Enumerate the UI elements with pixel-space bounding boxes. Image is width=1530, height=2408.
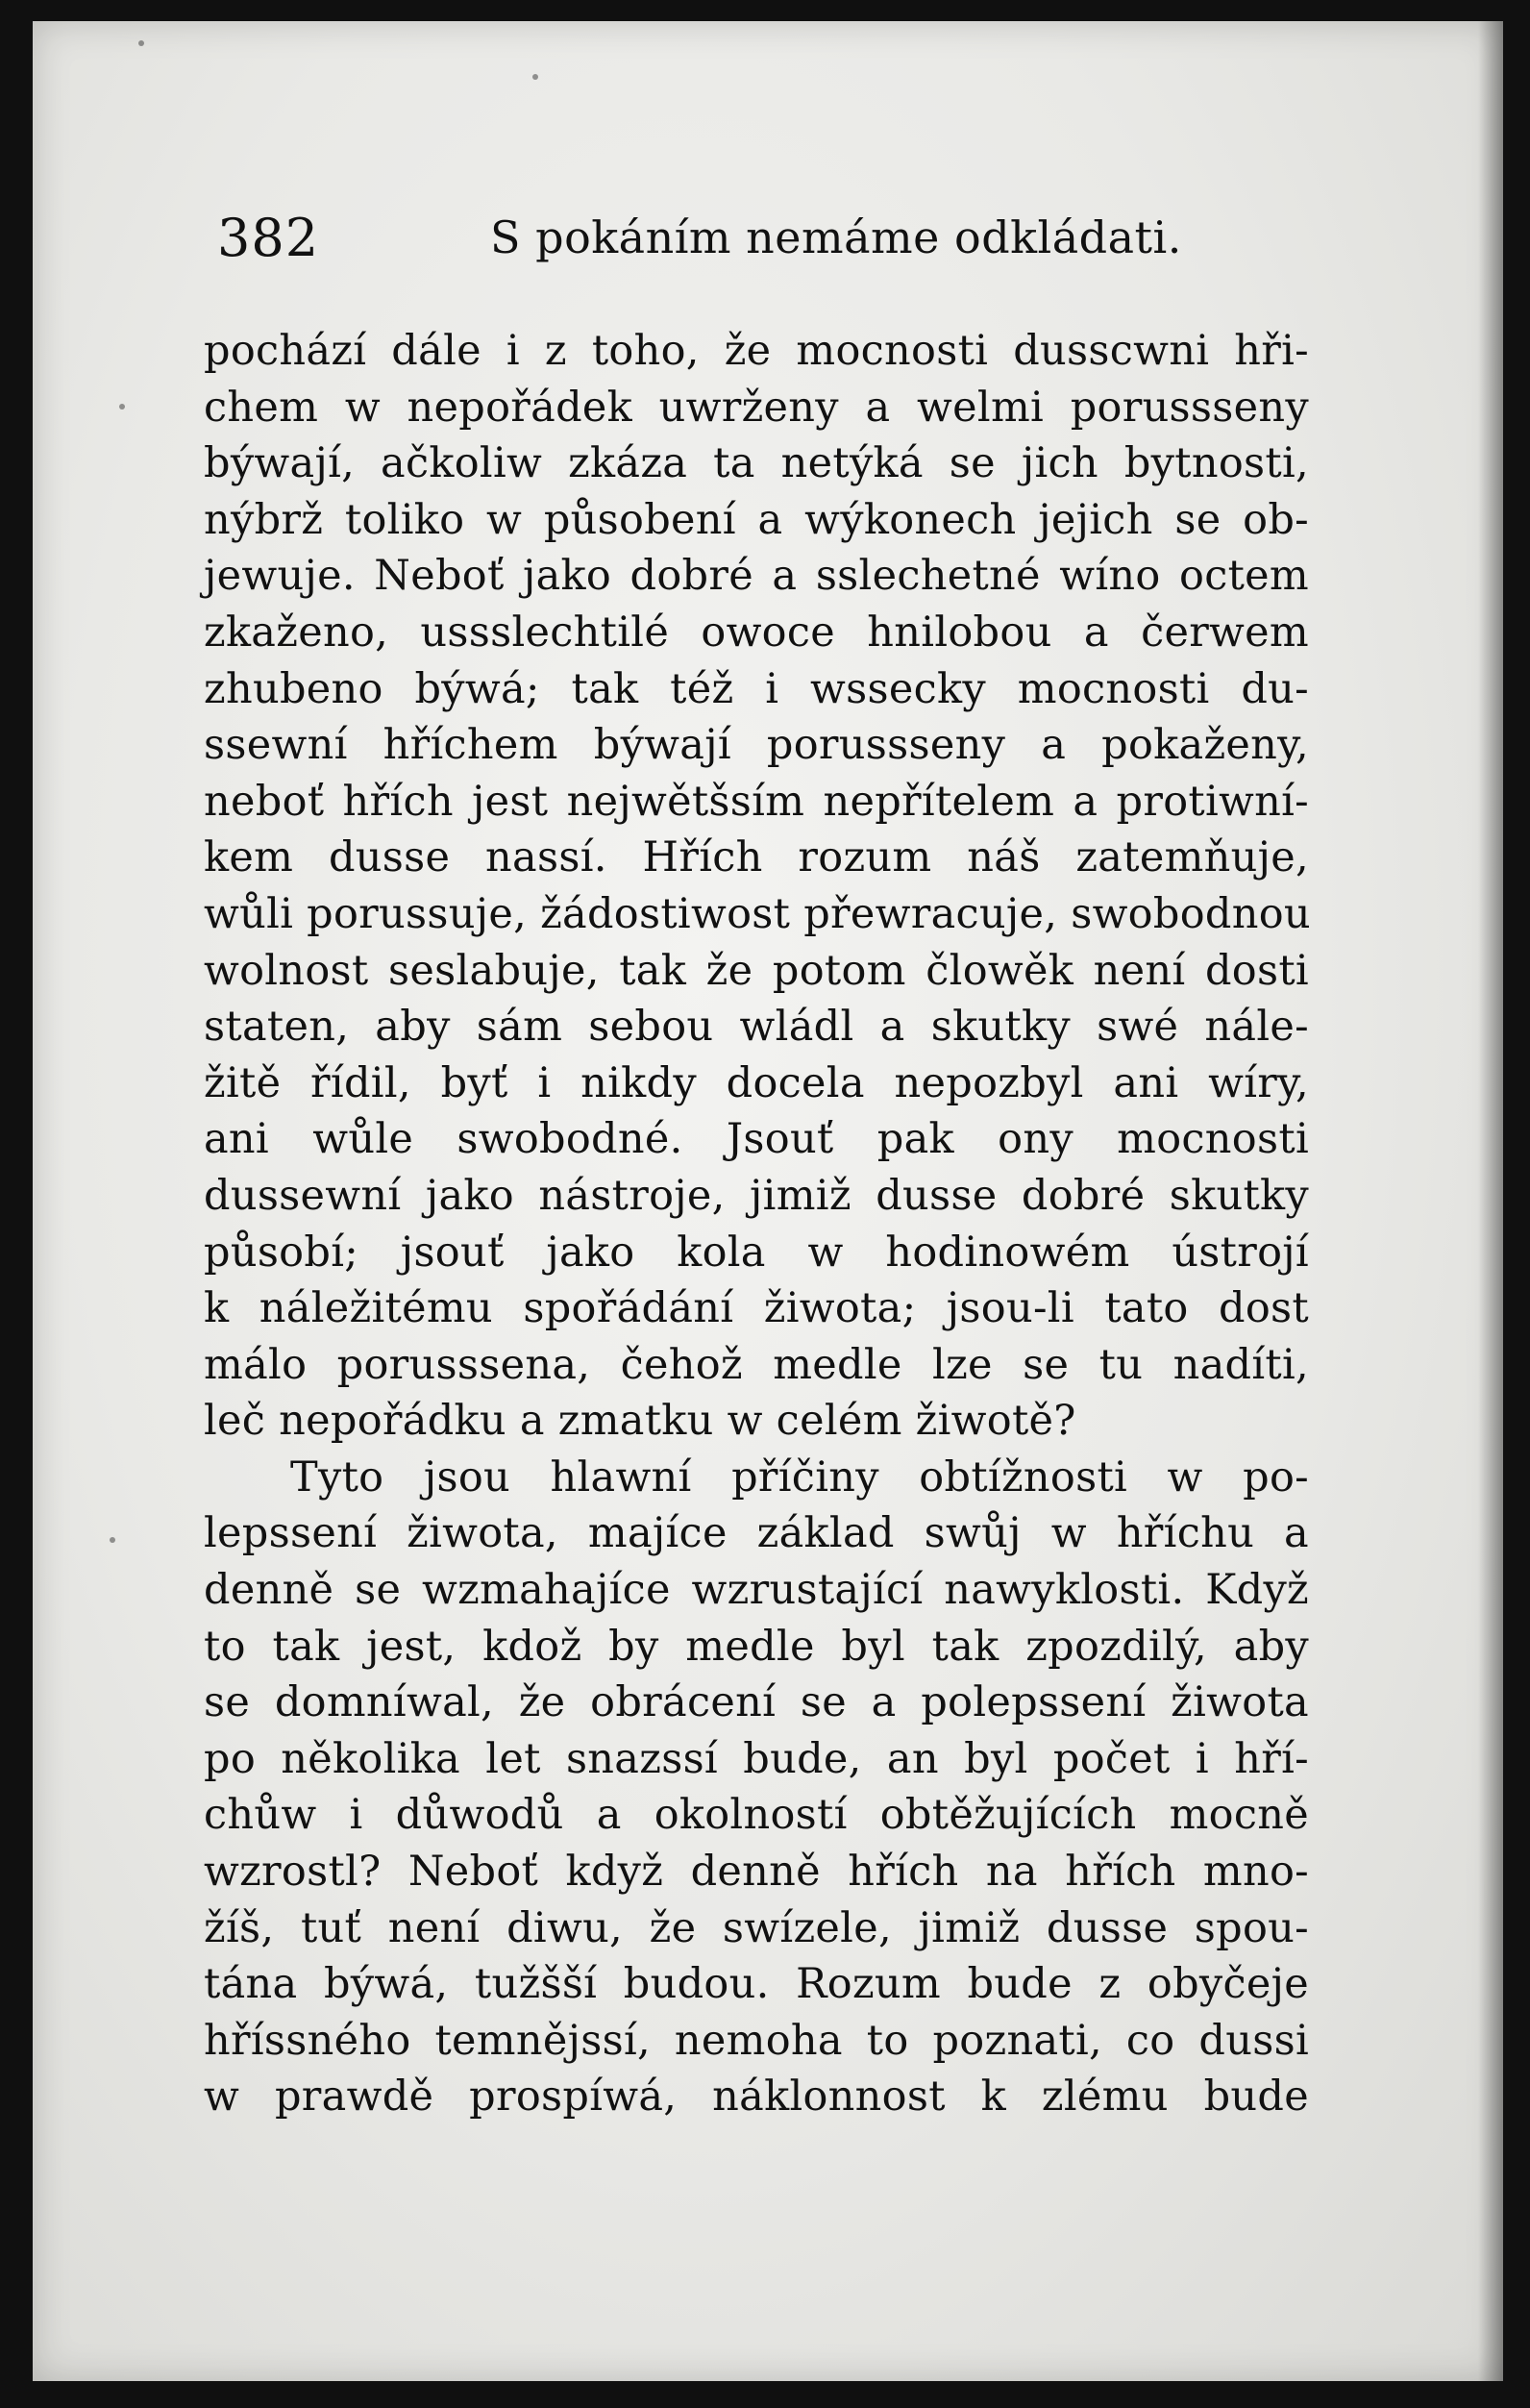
text-line: chem w nepořádek uwrženy a welmi porussseny xyxy=(204,383,1309,432)
text-line: jewuje. Neboť jako dobré a sslechetné wíno octem xyxy=(204,552,1309,601)
text-line: wolnost seslabuje, tak že potom člowěk není dosti xyxy=(204,946,1309,995)
text-line: býwají, ačkoliw zkáza ta netýká se jich bytnosti, xyxy=(204,439,1309,488)
text-line: hříssného temnějssí, nemoha to poznati, co dussi xyxy=(204,2016,1309,2065)
paragraph-1 xyxy=(204,323,1309,1450)
text-line: po několika let snazssí bude, an byl počet i hří- xyxy=(204,1734,1309,1783)
paper-speck xyxy=(119,404,125,410)
page-header xyxy=(183,208,1317,275)
text-line: ssewní hříchem býwají porussseny a pokaženy, xyxy=(204,721,1309,770)
text-line: staten, aby sám sebou wládl a skutky swé nále- xyxy=(204,1003,1309,1052)
text-line: wůli porussuje, žádostiwost přewracuje, swobodnou xyxy=(204,889,1311,938)
page-number: 382 xyxy=(217,208,320,268)
running-title: S pokáním nemáme odkládati. xyxy=(490,211,1182,263)
text-line: tána býwá, tužšší budou. Rozum bude z obyčeje xyxy=(204,1960,1309,2009)
text-line: kem dusse nassí. Hřích rozum náš zatemňuje, xyxy=(204,833,1309,882)
body-text xyxy=(204,323,1309,2125)
text-line: to tak jest, kdož by medle byl tak zpozdilý, aby xyxy=(204,1622,1309,1671)
text-line: chůw i důwodů a okolností obtěžujících mocně xyxy=(204,1791,1309,1840)
text-line: málo porusssena, čehož medle lze se tu nadíti, xyxy=(204,1340,1309,1389)
text-line: zhubeno býwá; tak též i wssecky mocnosti du- xyxy=(204,664,1309,713)
text-line: lepssení žiwota, majíce základ swůj w hříchu a xyxy=(204,1509,1309,1558)
page-edge-shadow xyxy=(1478,21,1503,2381)
text-line: žíš, tuť není diwu, že swízele, jimiž dusse spou- xyxy=(204,1903,1309,1952)
text-line: leč nepořádku a zmatku w celém žiwotě? xyxy=(204,1397,1076,1446)
text-line: žitě řídil, byť i nikdy docela nepozbyl ani wíry, xyxy=(204,1058,1309,1107)
text-line: ani wůle swobodné. Jsouť pak ony mocnosti xyxy=(204,1115,1309,1164)
text-line: se domníwal, že obrácení se a polepssení žiwota xyxy=(204,1678,1309,1727)
text-line: denně se wzmahajíce wzrustající nawyklosti. Když xyxy=(204,1566,1309,1615)
text-line: wzrostl? Neboť když denně hřích na hřích mno- xyxy=(204,1848,1309,1897)
paper-speck xyxy=(110,1537,115,1543)
paper-speck xyxy=(138,40,144,46)
text-line: nýbrž toliko w působení a wýkonech jejich se ob- xyxy=(204,495,1309,544)
paper-speck xyxy=(532,74,538,80)
text-line: Tyto jsou hlawní příčiny obtížnosti w po- xyxy=(290,1452,1309,1502)
text-line: pochází dále i z toho, že mocnosti dusscwni hři- xyxy=(204,327,1309,375)
text-line: zkaženo, ussslechtilé owoce hnilobou a čerwem xyxy=(204,608,1309,657)
text-line: w prawdě prospíwá, náklonnost k zlému bude xyxy=(204,2073,1309,2122)
text-line: neboť hřích jest nejwětšsím nepřítelem a protiwní- xyxy=(204,777,1309,826)
text-line: působí; jsouť jako kola w hodinowém ústrojí xyxy=(204,1228,1309,1277)
text-line: dussewní jako nástroje, jimiž dusse dobré skutky xyxy=(204,1171,1309,1220)
paragraph-2 xyxy=(204,1450,1309,2125)
text-line: k náležitému spořádání žiwota; jsou-li tato dost xyxy=(204,1284,1309,1333)
